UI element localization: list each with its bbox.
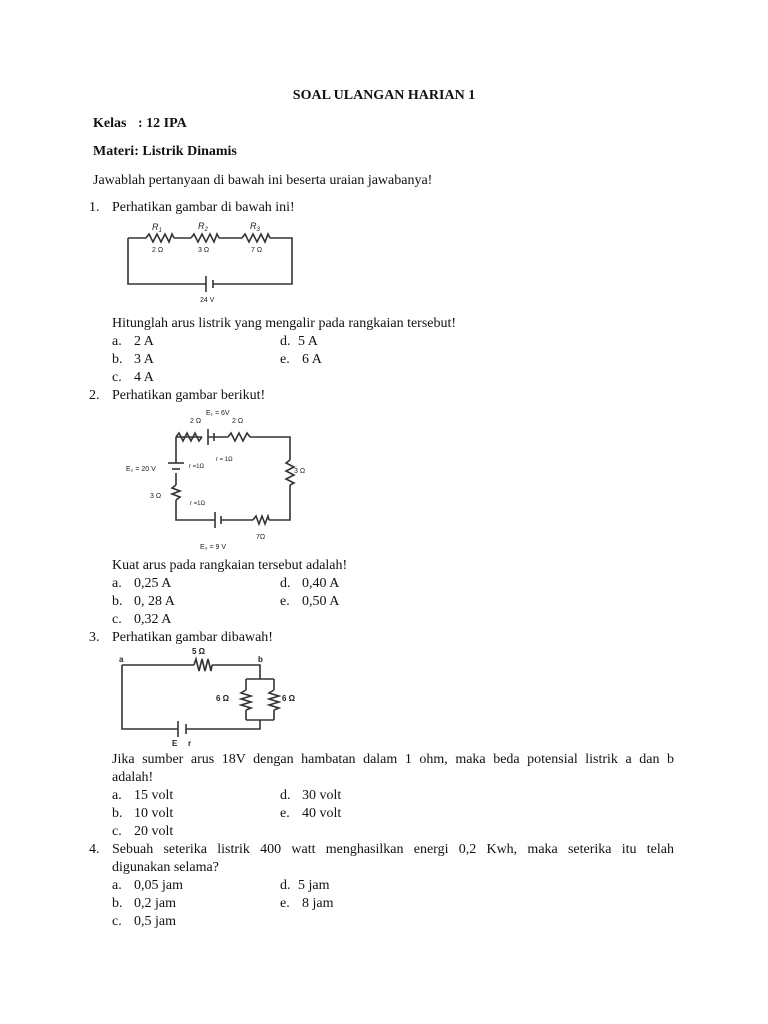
class-value: : 12 IPA (138, 116, 187, 131)
question-text-line1: Sebuah seterika listrik 400 watt menghasilkan energi 0,2 Kwh, maka seterika itu telah (112, 842, 674, 857)
option-letter: e. (280, 352, 290, 367)
top-right-resistance: 2 Ω (232, 418, 244, 425)
resistor-top-right (228, 433, 250, 441)
e1-label: E₁ = 6V (206, 410, 230, 417)
option-b: 10 volt (134, 806, 174, 821)
r2-value: 3 Ω (198, 247, 210, 254)
class-label: Kelas (93, 116, 127, 131)
option-b: 0,2 jam (134, 896, 176, 911)
option-letter: d. (280, 576, 291, 591)
option-a: 0,25 A (134, 576, 172, 591)
option-letter: b. (112, 594, 123, 609)
resistor-top (194, 659, 212, 671)
resistor-left-branch (241, 690, 251, 710)
document-title: SOAL ULANGAN HARIAN 1 (292, 88, 476, 103)
node-a-label: a (119, 655, 124, 664)
option-c: 0,5 jam (134, 914, 176, 929)
option-a: 2 A (134, 334, 154, 349)
option-letter: c. (112, 370, 122, 385)
bottom-resistance: 7Ω (256, 534, 266, 541)
option-letter: d. (280, 788, 291, 803)
option-letter: d. (280, 878, 291, 893)
question-number: 1. (89, 200, 100, 215)
resistor-left (172, 485, 180, 500)
option-letter: a. (112, 878, 122, 893)
option-letter: a. (112, 788, 122, 803)
r3-value: 7 Ω (251, 247, 263, 254)
question-text-line2: adalah! (112, 770, 154, 785)
r1-label: $R_1$ (152, 222, 162, 234)
question-number: 3. (89, 630, 100, 645)
series-circuit-figure (120, 218, 300, 308)
question-prompt: Perhatikan gambar dibawah! (112, 630, 273, 645)
e2-label: E₂ = 20 V (126, 466, 156, 473)
r1-value: 2 Ω (152, 247, 164, 254)
option-d: 30 volt (302, 788, 342, 803)
e1-internal-resistance: r = 1Ω (216, 457, 233, 463)
left-resistance: 3 Ω (150, 493, 162, 500)
question-text-line1: Jika sumber arus 18V dengan hambatan dalam 1 ohm, maka beda potensial listrik a dan b (112, 752, 674, 767)
question-text: Kuat arus pada rangkaian tersebut adalah! (112, 558, 348, 573)
resistor-right (286, 460, 294, 485)
option-a: 0,05 jam (134, 878, 183, 893)
source-label: E (172, 739, 178, 748)
option-e: 0,50 A (302, 594, 340, 609)
resistor-r2 (191, 234, 219, 242)
question-text: Hitunglah arus listrik yang mengalir pada rangkaian tersebut! (112, 316, 457, 331)
option-e: 6 A (302, 352, 322, 367)
left-branch-resistance: 6 Ω (216, 694, 230, 703)
node-b-label: b (258, 655, 263, 664)
option-letter: d. (280, 334, 291, 349)
option-letter: c. (112, 824, 122, 839)
option-d: 0,40 A (302, 576, 340, 591)
r2-label: $R_2$ (198, 221, 208, 233)
top-left-resistance: 2 Ω (190, 418, 202, 425)
option-c: 0,32 A (134, 612, 172, 627)
resistor-right-branch (269, 690, 279, 710)
option-d: 5 jam (298, 878, 330, 893)
option-b: 0, 28 A (134, 594, 175, 609)
option-letter: e. (280, 806, 290, 821)
option-letter: b. (112, 352, 123, 367)
battery-voltage: 24 V (200, 297, 215, 304)
right-resistance: 3 Ω (294, 468, 306, 475)
internal-resistance-label: r (188, 739, 192, 748)
right-branch-resistance: 6 Ω (282, 694, 296, 703)
option-letter: c. (112, 612, 122, 627)
option-letter: a. (112, 334, 122, 349)
resistor-r3 (242, 234, 270, 242)
question-number: 4. (89, 842, 100, 857)
option-e: 8 jam (302, 896, 334, 911)
option-a: 15 volt (134, 788, 174, 803)
e3-internal-resistance: r =1Ω (190, 501, 205, 507)
option-letter: e. (280, 594, 290, 609)
option-d: 5 A (298, 334, 318, 349)
question-text-line2: digunakan selama? (112, 860, 219, 875)
option-letter: a. (112, 576, 122, 591)
r3-label: $R_3$ (250, 221, 260, 233)
option-letter: c. (112, 914, 122, 929)
question-prompt: Perhatikan gambar di bawah ini! (112, 200, 295, 215)
option-e: 40 volt (302, 806, 342, 821)
question-prompt: Perhatikan gambar berikut! (112, 388, 266, 403)
instruction: Jawablah pertanyaan di bawah ini beserta uraian jawabanya! (93, 173, 433, 188)
top-resistance: 5 Ω (192, 647, 206, 656)
option-c: 4 A (134, 370, 154, 385)
option-letter: e. (280, 896, 290, 911)
resistor-bottom (253, 516, 269, 524)
resistor-r1 (146, 234, 174, 242)
question-number: 2. (89, 388, 100, 403)
e3-label: E₃ = 9 V (200, 544, 227, 551)
e2-internal-resistance: r =1Ω (189, 464, 204, 470)
option-letter: b. (112, 896, 123, 911)
option-letter: b. (112, 806, 123, 821)
multi-loop-circuit-figure (124, 405, 304, 555)
subject-label: Materi: Listrik Dinamis (93, 144, 237, 159)
option-b: 3 A (134, 352, 154, 367)
parallel-circuit-figure (116, 645, 316, 755)
option-c: 20 volt (134, 824, 174, 839)
